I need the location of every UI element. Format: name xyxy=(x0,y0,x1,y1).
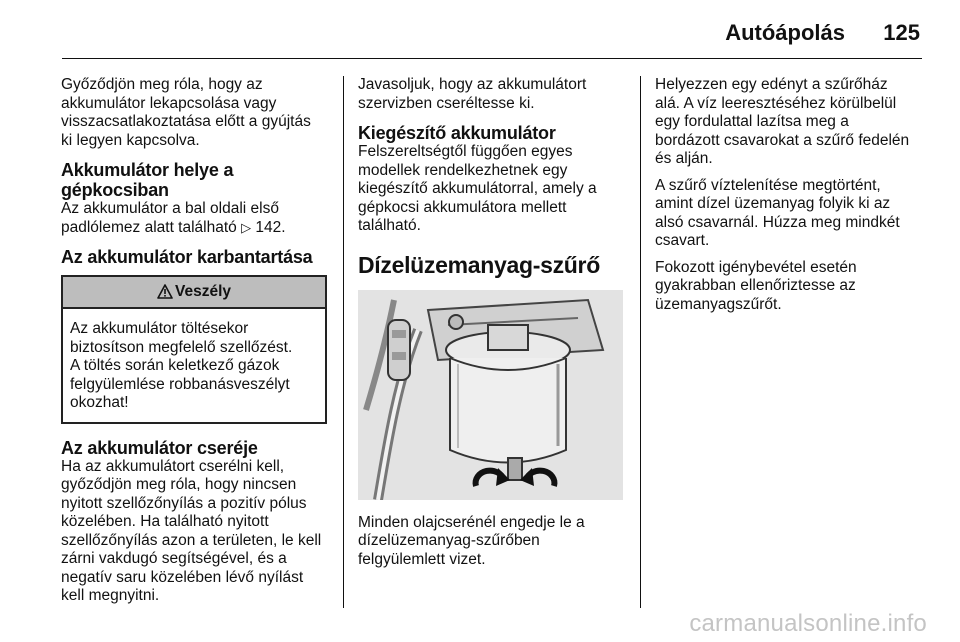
service-paragraph: Javasoljuk, hogy az akkumulátort szervizben cseréltesse ki. xyxy=(358,76,587,112)
column-divider xyxy=(640,76,641,608)
replacement-paragraph: Ha az akkumulátort cserélni kell, győződjön meg róla, hogy nincsen nyitott szellőzőnyílás a pozitív pólus közelében. Ha található nyitott szellőzőnyílás azon a területen, le kell zárni vakdugó segítségével, és a negatív saru közelében lévő nyílást kell megnyitni. xyxy=(61,457,322,604)
warning-triangle-icon xyxy=(157,280,173,310)
column-2 xyxy=(358,76,626,577)
column-divider xyxy=(343,76,344,608)
section-title-diesel-filter: Dízelüzemanyag-szűrő xyxy=(358,251,600,278)
heavy-use-paragraph: Fokozott igénybevétel esetén gyakrabban ellenőriztesse az üzemanyagszűrőt. xyxy=(655,258,857,313)
intro-paragraph: Győződjön meg róla, hogy az akkumulátor lekapcsolása vagy visszacsatlakoztatása előtt a gyújtás ki legyen kapcsolva. xyxy=(61,76,311,149)
reference-arrow-icon[interactable]: ▷ xyxy=(241,219,252,235)
warning-body: Az akkumulátor töltésekor biztosítson megfelelő szellőzést. A töltés során keletkező gázok felgyülemlése robbanásveszélyt okozhat! xyxy=(70,320,293,411)
heading-battery-location: Akkumulátor helye a gépkocsiban xyxy=(61,160,234,200)
warning-title: Veszély xyxy=(174,283,232,300)
diesel-filter-illustration xyxy=(358,290,623,500)
warning-box xyxy=(61,275,327,424)
heading-extra-battery: Kiegészítő akkumulátor xyxy=(358,123,556,143)
page-number: 125 xyxy=(883,20,920,45)
dewatering-paragraph: A szűrő víztelenítése megtörtént, amint dízel üzemanyag folyik ki az alsó csavarnál. Húzza meg mindkét csavart. xyxy=(655,176,900,249)
drain-water-paragraph: Minden olajcserénél engedje le a dízelüzemanyag-szűrőben felgyülemlett vizet. xyxy=(358,513,585,568)
heading-battery-replacement: Az akkumulátor cseréje xyxy=(61,437,258,458)
container-paragraph: Helyezzen egy edényt a szűrőház alá. A víz leeresztéséhez körülbelül egy fordulattal lazítsa meg a bordázott csavarokat a szűrő fedelén és alján. xyxy=(655,76,910,167)
warning-header xyxy=(63,277,325,309)
header-divider xyxy=(62,58,922,59)
heading-battery-maintenance: Az akkumulátor karbantartása xyxy=(61,247,313,267)
extra-battery-paragraph: Felszereltségtől függően egyes modellek rendelkezhetnek egy kiegészítő akkumulátorral, amely a gépkocsi akkumulátora mellett található. xyxy=(358,143,597,234)
column-3 xyxy=(655,76,945,322)
location-paragraph: Az akkumulátor a bal oldali első padlólemez alatt található ▷ 142. xyxy=(61,200,286,236)
page-header-title: Autóápolás xyxy=(725,20,845,45)
watermark: carmanualsonline.info xyxy=(689,610,927,637)
page-reference-link[interactable]: 142. xyxy=(255,218,286,236)
column-1 xyxy=(61,76,329,614)
